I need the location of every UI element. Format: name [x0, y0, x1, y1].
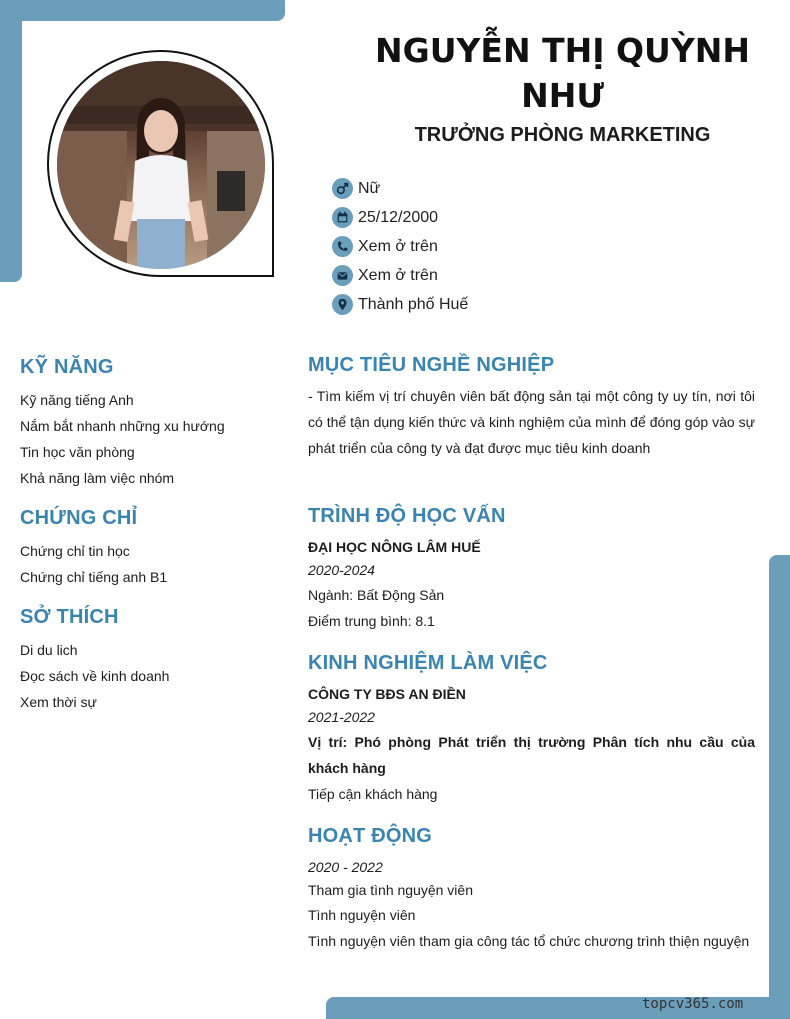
contact-address-text: Thành phố Huế	[358, 295, 469, 313]
experience-period: 2021-2022	[308, 709, 375, 725]
hobbies-heading: SỞ THÍCH	[20, 606, 119, 628]
top-left-accent-bar	[0, 0, 285, 21]
skill-item: Nắm bắt nhanh những xu hướng	[20, 418, 225, 434]
education-gpa: Điểm trung bình: 8.1	[308, 613, 435, 629]
education-school: ĐẠI HỌC NÔNG LÂM HUẾ	[308, 539, 481, 555]
phone-icon	[332, 236, 353, 257]
contact-birthday	[332, 203, 468, 232]
hobby-item: Đọc sách về kinh doanh	[20, 668, 170, 684]
skill-item: Khả năng làm việc nhóm	[20, 470, 175, 486]
education-major: Ngành: Bất Động Sản	[308, 587, 445, 603]
skills-heading: KỸ NĂNG	[20, 356, 114, 378]
candidate-name: NGUYỄN THỊ QUỲNH NHƯ	[375, 31, 750, 115]
calendar-icon	[332, 207, 353, 228]
experience-company: CÔNG TY BĐS AN ĐIỀN	[308, 686, 466, 702]
location-icon	[332, 294, 353, 315]
right-side-accent-bar	[769, 555, 790, 1019]
activities-period: 2020 - 2022	[308, 859, 383, 875]
experience-heading: KINH NGHIỆM LÀM VIỆC	[308, 652, 548, 674]
education-heading: TRÌNH ĐỘ HỌC VẤN	[308, 505, 506, 527]
activities-heading: HOẠT ĐỘNG	[308, 825, 433, 847]
left-side-accent-bar	[0, 0, 22, 282]
gender-icon	[332, 178, 353, 199]
experience-detail: Tiếp cận khách hàng	[308, 786, 438, 802]
education-period: 2020-2024	[308, 562, 375, 578]
skill-item: Kỹ năng tiếng Anh	[20, 392, 134, 408]
contact-gender-text: Nữ	[358, 179, 381, 197]
contact-email	[332, 261, 468, 290]
hobby-item: Xem thời sự	[20, 694, 97, 710]
activity-item: Tham gia tình nguyện viên	[308, 882, 473, 898]
hobby-item: Di du lich	[20, 642, 78, 658]
activity-item: Tình nguyện viên tham gia công tác tổ chức chương trình thiện nguyện	[308, 933, 750, 949]
profile-photo	[57, 61, 265, 269]
contact-gender	[332, 174, 468, 203]
job-title: TRƯỞNG PHÒNG MARKETING	[414, 124, 711, 146]
activity-item: Tình nguyện viên	[308, 907, 416, 923]
objective-text: - Tìm kiếm vị trí chuyên viên bất động sản tại một công ty uy tín, nơi tôi có thể tận dụng kiến thức và kinh nghiệm của mình để đóng góp vào sự phát triển của công ty và đạt được mục tiêu kinh doanh	[308, 388, 755, 456]
contact-birthday-text: 25/12/2000	[358, 208, 439, 226]
contact-list	[332, 174, 468, 319]
skill-item: Tin học văn phòng	[20, 444, 135, 460]
contact-address	[332, 290, 468, 319]
contact-email-text: Xem ở trên	[358, 266, 438, 284]
certificates-heading: CHỨNG CHỈ	[20, 507, 138, 529]
certificate-item: Chứng chỉ tiếng anh B1	[20, 569, 168, 585]
contact-phone	[332, 232, 468, 261]
objective-heading: MỤC TIÊU NGHỀ NGHIỆP	[308, 354, 555, 376]
contact-phone-text: Xem ở trên	[358, 237, 438, 255]
experience-position: Vị trí: Phó phòng Phát triển thị trường Phân tích nhu cầu của khách hàng	[308, 734, 755, 776]
email-icon	[332, 265, 353, 286]
certificate-item: Chứng chỉ tin học	[20, 543, 130, 559]
watermark: topcv365.com	[642, 996, 744, 1012]
